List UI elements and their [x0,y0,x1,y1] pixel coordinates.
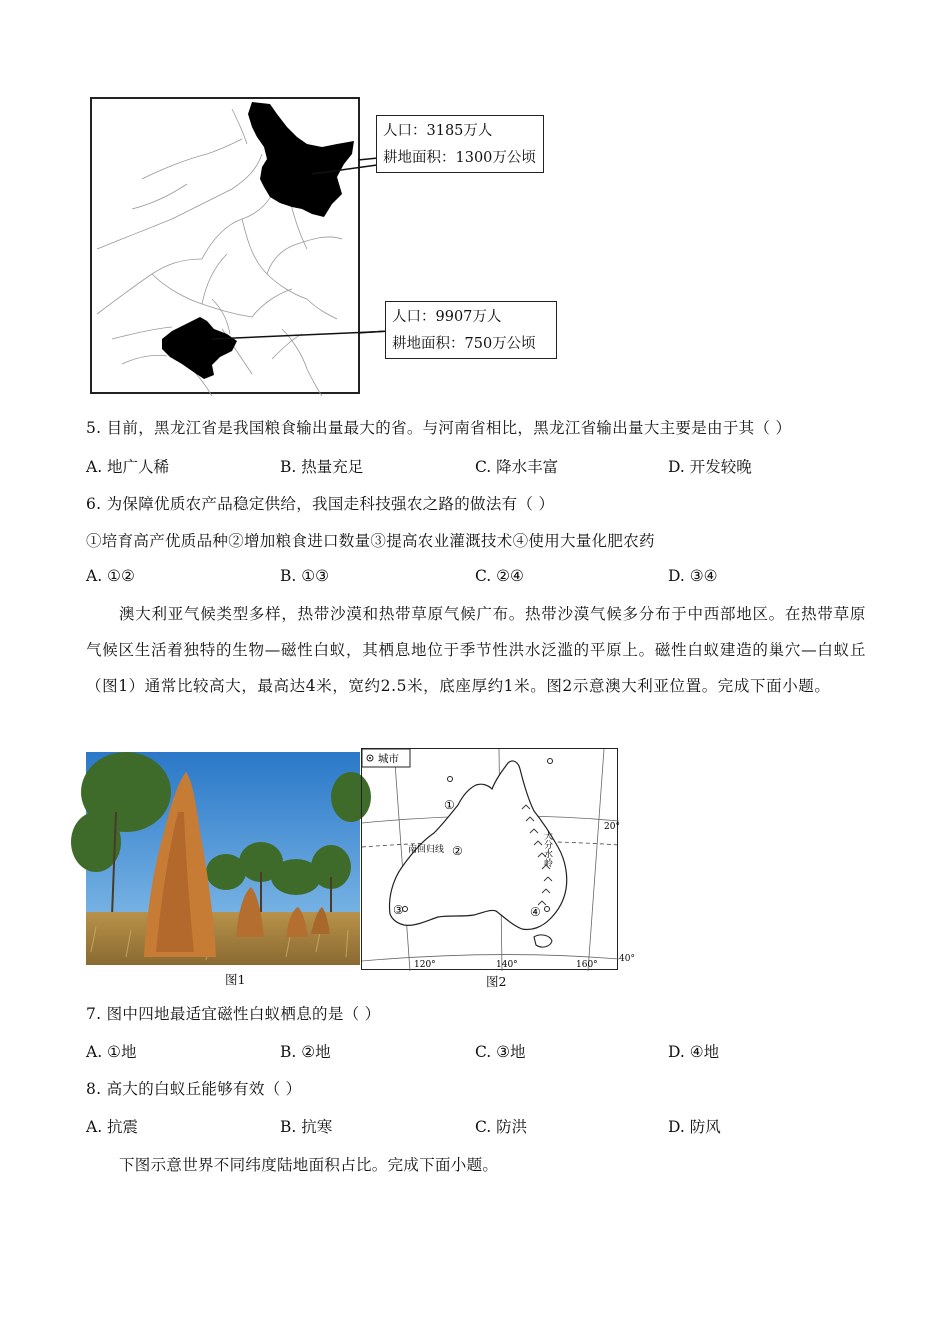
q5-option-b[interactable]: B. 热量充足 [280,458,364,476]
leader-line-top [358,140,378,170]
closing-intro: 下图示意世界不同纬度陆地面积占比。完成下面小题。 [119,1156,499,1174]
q6-items: ①培育高产优质品种②增加粮食进口数量③提高农业灌溉技术④使用大量化肥农药 [86,532,655,550]
q5-stem: 5. 目前，黑龙江省是我国粮食输出量最大的省。与河南省相比，黑龙江省输出量大主要是由于其（ ） [86,419,792,437]
callout-henan-farmland: 耕地面积：750万公顷 [392,336,536,352]
q6-option-c[interactable]: C. ②④ [475,567,524,585]
q6-option-d[interactable]: D. ③④ [668,567,718,585]
q8-option-d[interactable]: D. 防风 [668,1118,721,1136]
q8-option-a[interactable]: A. 抗震 [86,1118,139,1136]
map2-mountain-label: 大分水岭 [542,831,552,867]
callout-heilongjiang-population: 人口：3185万人 [383,123,493,139]
fig2-label: 图2 [486,974,507,989]
map2-marker-1: ① [444,798,455,812]
termite-mound-photo [86,752,360,965]
heilongjiang-shape [248,102,354,217]
fig1-label: 图1 [225,972,246,987]
tasmania-outline [534,935,552,947]
leader-line-bottom [358,325,388,337]
q6-option-b[interactable]: B. ①③ [280,567,330,585]
china-map-svg [92,99,362,396]
passage-australia: 澳大利亚气候类型多样，热带沙漠和热带草原气候广布。热带沙漠气候多分布于中西部地区。在热带草原气候区生活着独特的生物—磁性白蚁，其栖息地位于季节性洪水泛滥的平原上。磁性白蚁建造的巢穴—白蚁丘（图1）通常比较高大，最高达4米，宽约2.5米，底座厚约1米。图2示意澳大利亚位置。完成下面小题。 [86,605,866,695]
q7-option-c[interactable]: C. ③地 [475,1043,526,1061]
map2-legend-label: 城市 [378,753,399,765]
q7-option-a[interactable]: A. ①地 [86,1043,137,1061]
callout-henan [385,301,557,359]
q5-option-a[interactable]: A. 地广人稀 [86,458,170,476]
q7-option-b[interactable]: B. ②地 [280,1043,331,1061]
map2-tropic-label: 南回归线 [408,845,445,855]
q7-stem: 7. 图中四地最适宜磁性白蚁栖息的是（ ） [86,1005,381,1023]
q7-option-d[interactable]: D. ④地 [668,1043,720,1061]
q8-option-c[interactable]: C. 防洪 [475,1118,528,1136]
map2-marker-3: ③ [393,903,404,917]
henan-shape [162,317,237,379]
map2-marker-4: ④ [530,905,541,919]
china-map-figure [90,97,360,394]
map2-lon-140: 140° [496,960,518,970]
callout-heilongjiang [376,115,544,173]
callout-heilongjiang-farmland: 耕地面积：1300万公顷 [383,150,536,166]
callout-henan-population: 人口：9907万人 [392,309,502,325]
q8-option-b[interactable]: B. 抗寒 [280,1118,333,1136]
q5-option-d[interactable]: D. 开发较晚 [668,458,752,476]
map2-marker-2: ② [452,844,463,858]
map2-lat-40: 40° [619,954,635,964]
q6-stem: 6. 为保障优质农产品稳定供给，我国走科技强农之路的做法有（ ） [86,495,555,513]
map2-lon-160: 160° [576,960,598,970]
australia-map-figure [361,748,618,970]
map2-lat-20: 20° [604,822,620,832]
q5-option-c[interactable]: C. 降水丰富 [475,458,559,476]
map2-lon-120: 120° [414,960,436,970]
q8-stem: 8. 高大的白蚁丘能够有效（ ） [86,1080,302,1098]
q6-option-a[interactable]: A. ①② [86,567,135,585]
